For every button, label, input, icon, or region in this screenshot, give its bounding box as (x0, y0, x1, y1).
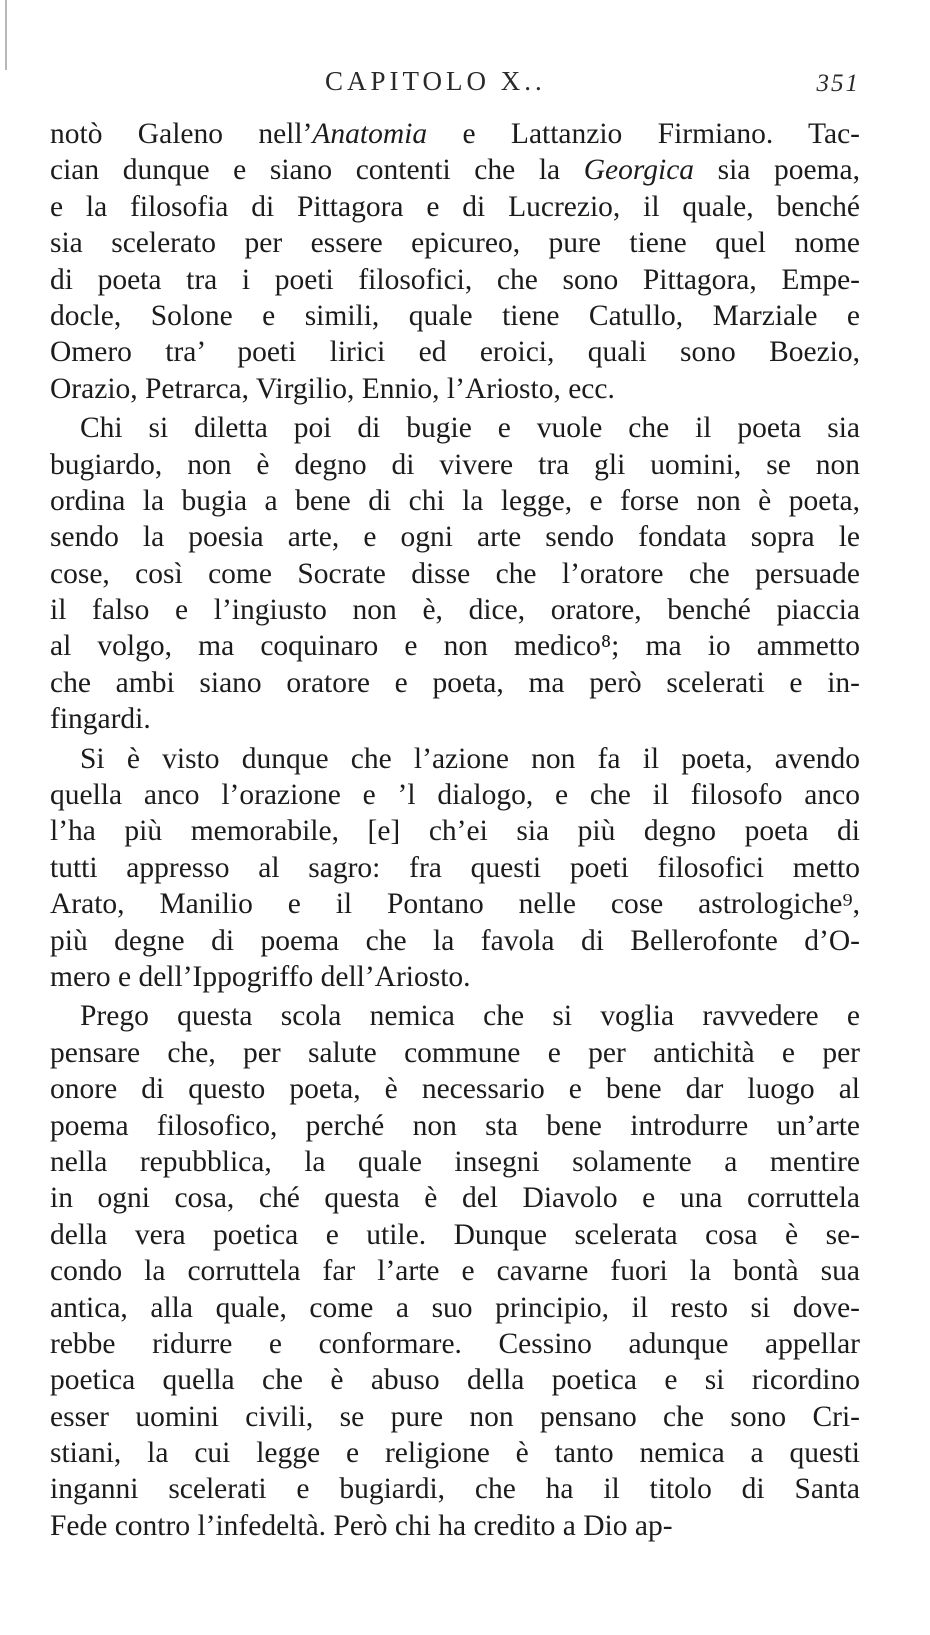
text-line (50, 371, 860, 407)
text-run: di poeta tra i poeti filosofici, che sono Pittagora, Empe‑ (50, 263, 860, 296)
text-line (50, 1508, 860, 1544)
text-line (50, 298, 860, 334)
text-line (50, 1071, 860, 1107)
paragraph (50, 741, 860, 996)
text-line (50, 1362, 860, 1398)
text-run: Si è visto dunque che l’azione non fa il poeta, avendo (80, 742, 860, 775)
text-line (50, 334, 860, 370)
text-line (50, 262, 860, 298)
text-run: sia scelerato per essere epicureo, pure tiene quel nome (50, 227, 860, 260)
text-run: in ogni cosa, ché questa è del Diavolo e una corruttela (50, 1182, 860, 1215)
italic-title: Georgica (583, 154, 695, 187)
text-line (50, 189, 860, 225)
text-line (50, 116, 860, 152)
text-run: rebbe ridurre e conformare. Cessino adunque appellar (50, 1327, 860, 1360)
paragraph (50, 998, 860, 1544)
paragraph (50, 410, 860, 738)
text-run: della vera poetica e utile. Dunque scelerata cosa è se‑ (50, 1218, 860, 1251)
text-run: poetica quella che è abuso della poetica e si ricordino (50, 1364, 860, 1397)
text-run: sendo la poesia arte, e ogni arte sendo fondata sopra le (50, 521, 860, 554)
text-line (50, 1399, 860, 1435)
text-run: che ambi siano oratore e poeta, ma però scelerati e in‑ (50, 666, 860, 699)
text-run: docle, Solone e simili, quale tiene Catullo, Marziale e (50, 299, 860, 332)
text-run: e la filosofia di Pittagora e di Lucrezio, il quale, benché (50, 190, 860, 223)
text-line (50, 998, 860, 1034)
text-line (50, 1035, 860, 1071)
text-run: quella anco l’orazione e ’l dialogo, e che il filosofo anco (50, 779, 860, 812)
text-line (50, 1144, 860, 1180)
text-line (50, 741, 860, 777)
page-number: 351 (816, 70, 860, 97)
text-run: notò Galeno nell’ (50, 118, 313, 150)
text-run: esser uomini civili, se pure non pensano che sono Cri‑ (50, 1400, 860, 1433)
text-run: Prego questa scola nemica che si voglia ravvedere e (80, 1000, 860, 1033)
text-line (50, 813, 860, 849)
text-run: Fede contro l’infedeltà. Però chi ha credito a Dio ap‑ (50, 1509, 673, 1542)
text-line (50, 701, 860, 737)
text-run: cose, così come Socrate disse che l’oratore che persuade (50, 557, 860, 590)
text-line (50, 1108, 860, 1144)
text-run: l’ha più memorabile, [e] ch’ei sia più degno poeta di (50, 815, 860, 848)
paragraph (50, 116, 860, 407)
text-line (50, 483, 860, 519)
text-line (50, 225, 860, 261)
text-line (50, 1217, 860, 1253)
text-run: cian dunque e siano contenti che la (50, 154, 584, 187)
text-line (50, 850, 860, 886)
text-line (50, 886, 860, 922)
text-run: inganni scelerati e bugiardi, che ha il titolo di Santa (50, 1473, 860, 1506)
text-run: fingardi. (50, 703, 151, 736)
text-line (50, 556, 860, 592)
text-run: bugiardo, non è degno di vivere tra gli uomini, se non (50, 448, 860, 481)
chapter-title: CAPITOLO X.. (325, 66, 546, 96)
text-run: tutti appresso al sagro: fra questi poeti filosofici metto (50, 851, 860, 884)
text-run: Arato, Manilio e il Pontano nelle cose astrologiche⁹, (50, 888, 860, 921)
text-line (50, 1253, 860, 1289)
text-run: più degne di poema che la favola di Bellerofonte d’O‑ (50, 924, 860, 957)
text-line (50, 665, 860, 701)
text-run: poema filosofico, perché non sta bene introdurre un’arte (50, 1109, 860, 1142)
text-line (50, 1180, 860, 1216)
text-run: nella repubblica, la quale insegni solamente a mentire (50, 1145, 860, 1178)
text-run: al volgo, ma coquinaro e non medico⁸; ma io ammetto (50, 630, 860, 663)
text-run: mero e dell’Ippogriffo dell’Ariosto. (50, 960, 471, 993)
text-line (50, 923, 860, 959)
text-line (50, 628, 860, 664)
text-run: stiani, la cui legge e religione è tanto nemica a questi (50, 1437, 860, 1470)
running-head (50, 62, 860, 98)
page-edge-rule (5, 0, 7, 70)
text-line (50, 1326, 860, 1362)
text-run: Orazio, Petrarca, Virgilio, Ennio, l’Ariosto, ecc. (50, 372, 615, 405)
text-run: onore di questo poeta, è necessario e bene dar luogo al (50, 1073, 860, 1106)
text-run: pensare che, per salute commune e per antichità e per (50, 1036, 860, 1069)
text-line (50, 519, 860, 555)
text-line (50, 447, 860, 483)
text-line (50, 152, 860, 188)
text-line (50, 1471, 860, 1507)
text-run: e Lattanzio Firmiano. Tac‑ (427, 118, 860, 150)
text-line (50, 1435, 860, 1471)
text-line (50, 410, 860, 446)
text-run: sia poema, (694, 154, 861, 187)
text-run: antica, alla quale, come a suo principio, il resto si dove‑ (50, 1291, 860, 1324)
text-line (50, 959, 860, 995)
text-run: il falso e l’ingiusto non è, dice, oratore, benché piaccia (50, 594, 860, 627)
text-line (50, 1290, 860, 1326)
text-line (50, 777, 860, 813)
body-text (50, 116, 860, 1544)
text-run: Omero tra’ poeti lirici ed eroici, quali sono Boezio, (50, 336, 860, 369)
text-run: condo la corruttela far l’arte e cavarne fuori la bontà sua (50, 1255, 860, 1288)
text-line (50, 592, 860, 628)
text-run: ordina la bugia a bene di chi la legge, e forse non è poeta, (50, 484, 860, 517)
text-run: Chi si diletta poi di bugie e vuole che il poeta sia (80, 412, 860, 445)
italic-title: Anatomia (312, 118, 428, 150)
